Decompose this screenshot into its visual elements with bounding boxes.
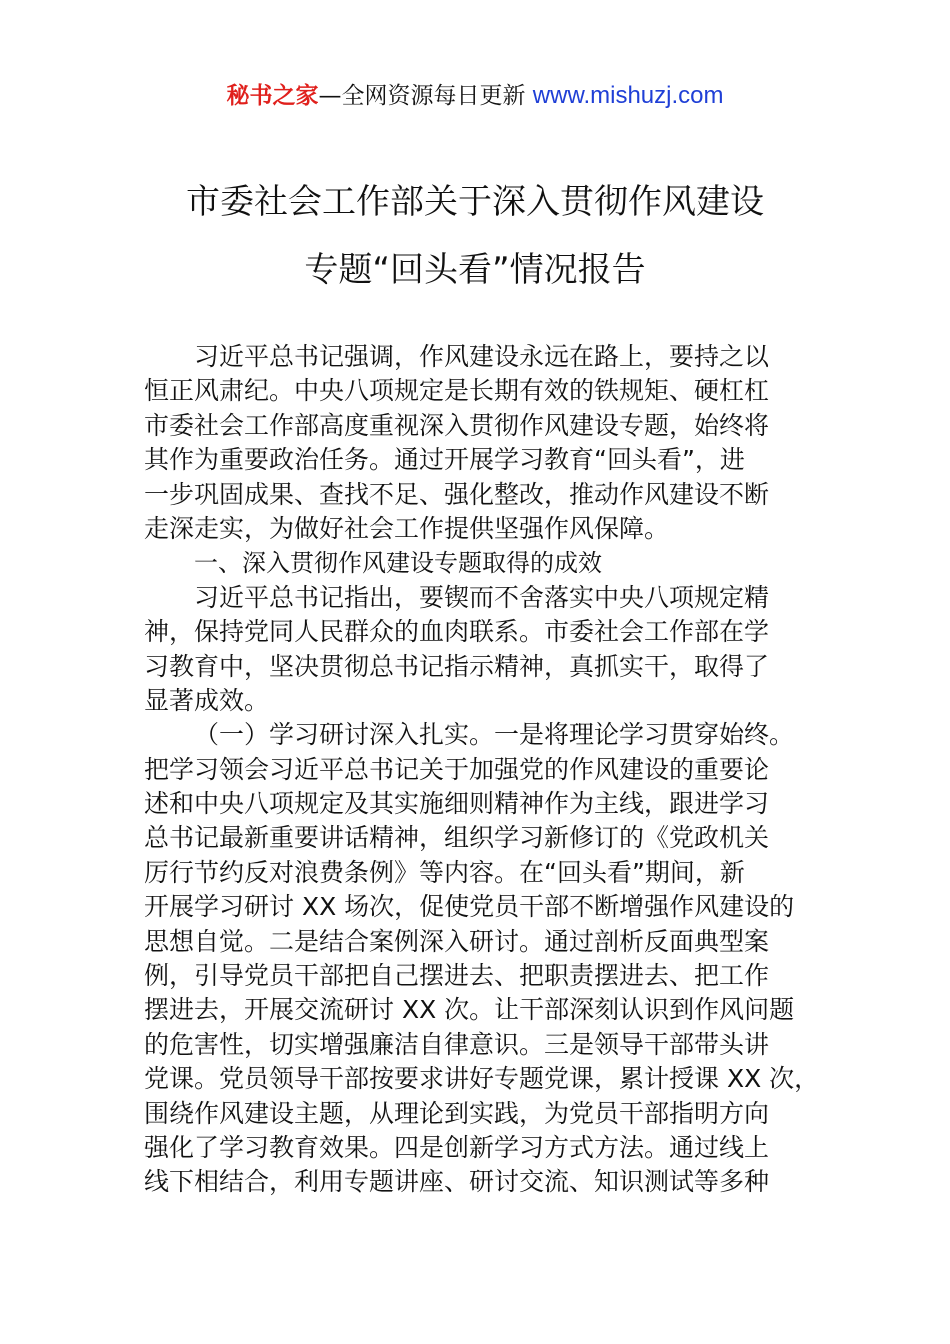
brand-name: 秘书之家 [226,83,319,109]
body-line: 例，引导党员干部把自己摆进去、把职责摆进去、把工作 [144,961,770,991]
body-line: 神，保持党同人民群众的血肉联系。市委社会工作部在学 [144,617,770,647]
body-line: 围绕作风建设主题，从理论到实践，为党员干部指明方向 [144,1098,770,1128]
header-tagline: —全网资源每日更新 [318,83,533,109]
body-line: 一步巩固成果、查找不足、强化整改，推动作风建设不断 [144,479,770,509]
page-header [0,80,950,112]
body-line: 思想自觉。二是结合案例深入研讨。通过剖析反面典型案 [144,926,770,956]
document-title-line-1: 市委社会工作部关于深入贯彻作风建设 [186,182,764,222]
body-line: 党课。党员领导干部按要求讲好专题党课，累计授课 XX 次， [144,1064,820,1094]
body-line: 述和中央八项规定及其实施细则精神作为主线，跟进学习 [144,789,770,819]
body-line: （一）学习研讨深入扎实。一是将理论学习贯穿始终。 [194,720,795,750]
document-title-line-2: 专题“回头看”情况报告 [304,250,646,290]
body-line: 厉行节约反对浪费条例》等内容。在“回头看”期间，新 [144,857,745,887]
body-line: 开展学习研讨 XX 场次，促使党员干部不断增强作风建设的 [144,892,795,922]
body-line: 其作为重要政治任务。通过开展学习教育“回头看”，进 [144,445,745,475]
body-line: 把学习领会习近平总书记关于加强党的作风建设的重要论 [144,754,770,784]
document-body [144,340,834,1200]
body-line: 摆进去，开展交流研讨 XX 次。让干部深刻认识到作风问题 [144,995,795,1025]
body-line: 习近平总书记强调，作风建设永远在路上，要持之以 [194,342,770,371]
body-line: 线下相结合，利用专题讲座、研讨交流、知识测试等多种 [144,1167,770,1197]
body-line: 习教育中，坚决贯彻总书记指示精神，真抓实干，取得了 [144,651,770,681]
body-line: 显著成效。 [144,685,270,715]
site-url-link[interactable]: www.mishuzj.com [532,82,724,109]
body-line: 习近平总书记指出，要锲而不舍落实中央八项规定精 [194,582,770,612]
section-heading: 一、深入贯彻作风建设专题取得的成效 [194,549,602,578]
body-line: 市委社会工作部高度重视深入贯彻作风建设专题，始终将 [144,410,770,440]
body-line: 恒正风肃纪。中央八项规定是长期有效的铁规矩、硬杠杠 [144,376,770,406]
body-line: 走深走实，为做好社会工作提供坚强作风保障。 [144,513,670,543]
body-line: 的危害性，切实增强廉洁自律意识。三是领导干部带头讲 [144,1029,770,1059]
body-line: 总书记最新重要讲话精神，组织学习新修订的《党政机关 [144,823,770,853]
body-line: 强化了学习教育效果。四是创新学习方式方法。通过线上 [144,1132,770,1162]
